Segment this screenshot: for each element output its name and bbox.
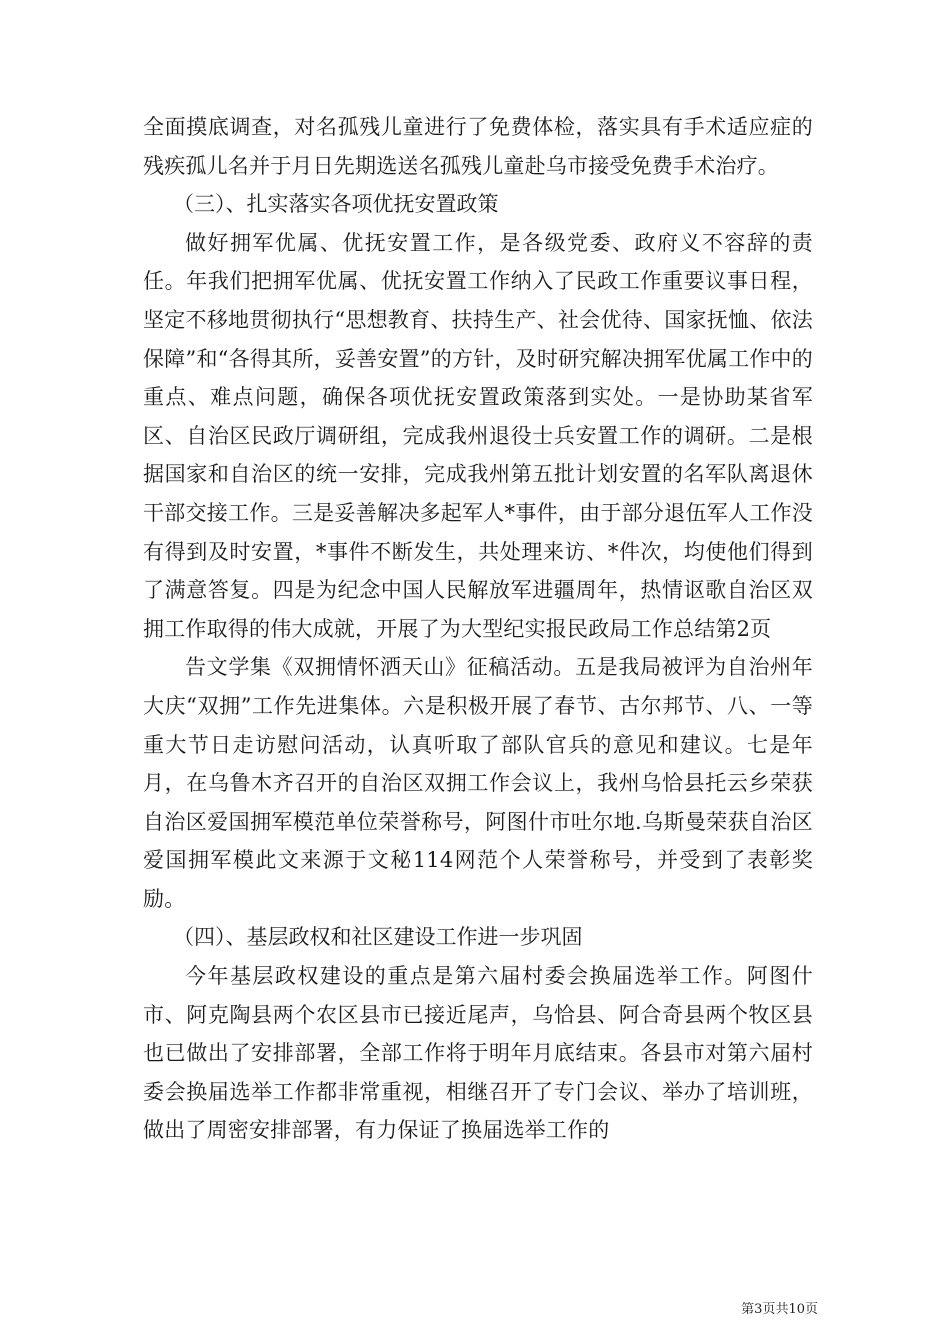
section-heading-4: （四）、基层政权和社区建设工作进一步巩固 <box>173 925 583 950</box>
paragraph-body: 做好拥军优属、优抚安置工作，是各级党委、政府义不容辞的责任。年我们把拥军优属、优抚安置工作纳入了民政工作重要议事日程，坚定不移地贯彻执行“思想教育、扶持生产、社会优待、国家抚恤、依法保障”和“各得其所，妥善安置”的方针，及时研究解决拥军优属工作中的重点、难点问题，确保各项优抚安置政策落到实处。一是协助某省军区、自治区民政厅调研组，完成我州退役士兵安置工作的调研。二是根据国家和自治区的统一安排，完成我州第五批计划安置的名军队离退休干部交接工作。三是妥善解决多起军人*事件，由于部分退伍军人工作没有得到及时安置，*事件不断发生，共处理来访、*件次，均使他们得到了满意答复。四是为纪念中国人民解放军进疆周年，热情讴歌自治区双拥工作取得的伟大成就，开展了为大型纪实报民政局工作总结第2页 <box>143 230 813 641</box>
document-body <box>143 108 813 1150</box>
paragraph-body: 今年基层政权建设的重点是第六届村委会换届选举工作。阿图什市、阿克陶县两个农区县市已接近尾声，乌恰县、阿合奇县两个牧区县也已做出了安排部署，全部工作将于明年月底结束。各县市对第六届村委会换届选举工作都非常重视，相继召开了专门会议、举办了培训班，做出了周密安排部署，有力保证了换届选举工作的 <box>143 964 813 1143</box>
paragraph-body: 告文学集《双拥情怀洒天山》征稿活动。五是我局被评为自治州年大庆“双拥”工作先进集体。六是积极开展了春节、古尔邦节、八、一等重大节日走访慰问活动，认真听取了部队官兵的意见和建议。七是年月，在乌鲁木齐召开的自治区双拥工作会议上，我州乌恰县托云乡荣获自治区爱国拥军模范单位荣誉称号，阿图什市吐尔地.乌斯曼荣获自治区爱国拥军模此文来源于文秘114网范个人荣誉称号，并受到了表彰奖励。 <box>143 655 813 911</box>
page-number-footer: 第3页共10页 <box>741 1302 818 1317</box>
section-heading-3: （三）、扎实落实各项优抚安置政策 <box>173 192 499 217</box>
paragraph-continuation: 全面摸底调查，对名孤残儿童进行了免费体检，落实具有手术适应症的残疾孤儿名并于月日先期选送名孤残儿童赴乌市接受免费手术治疗。 <box>143 115 813 178</box>
